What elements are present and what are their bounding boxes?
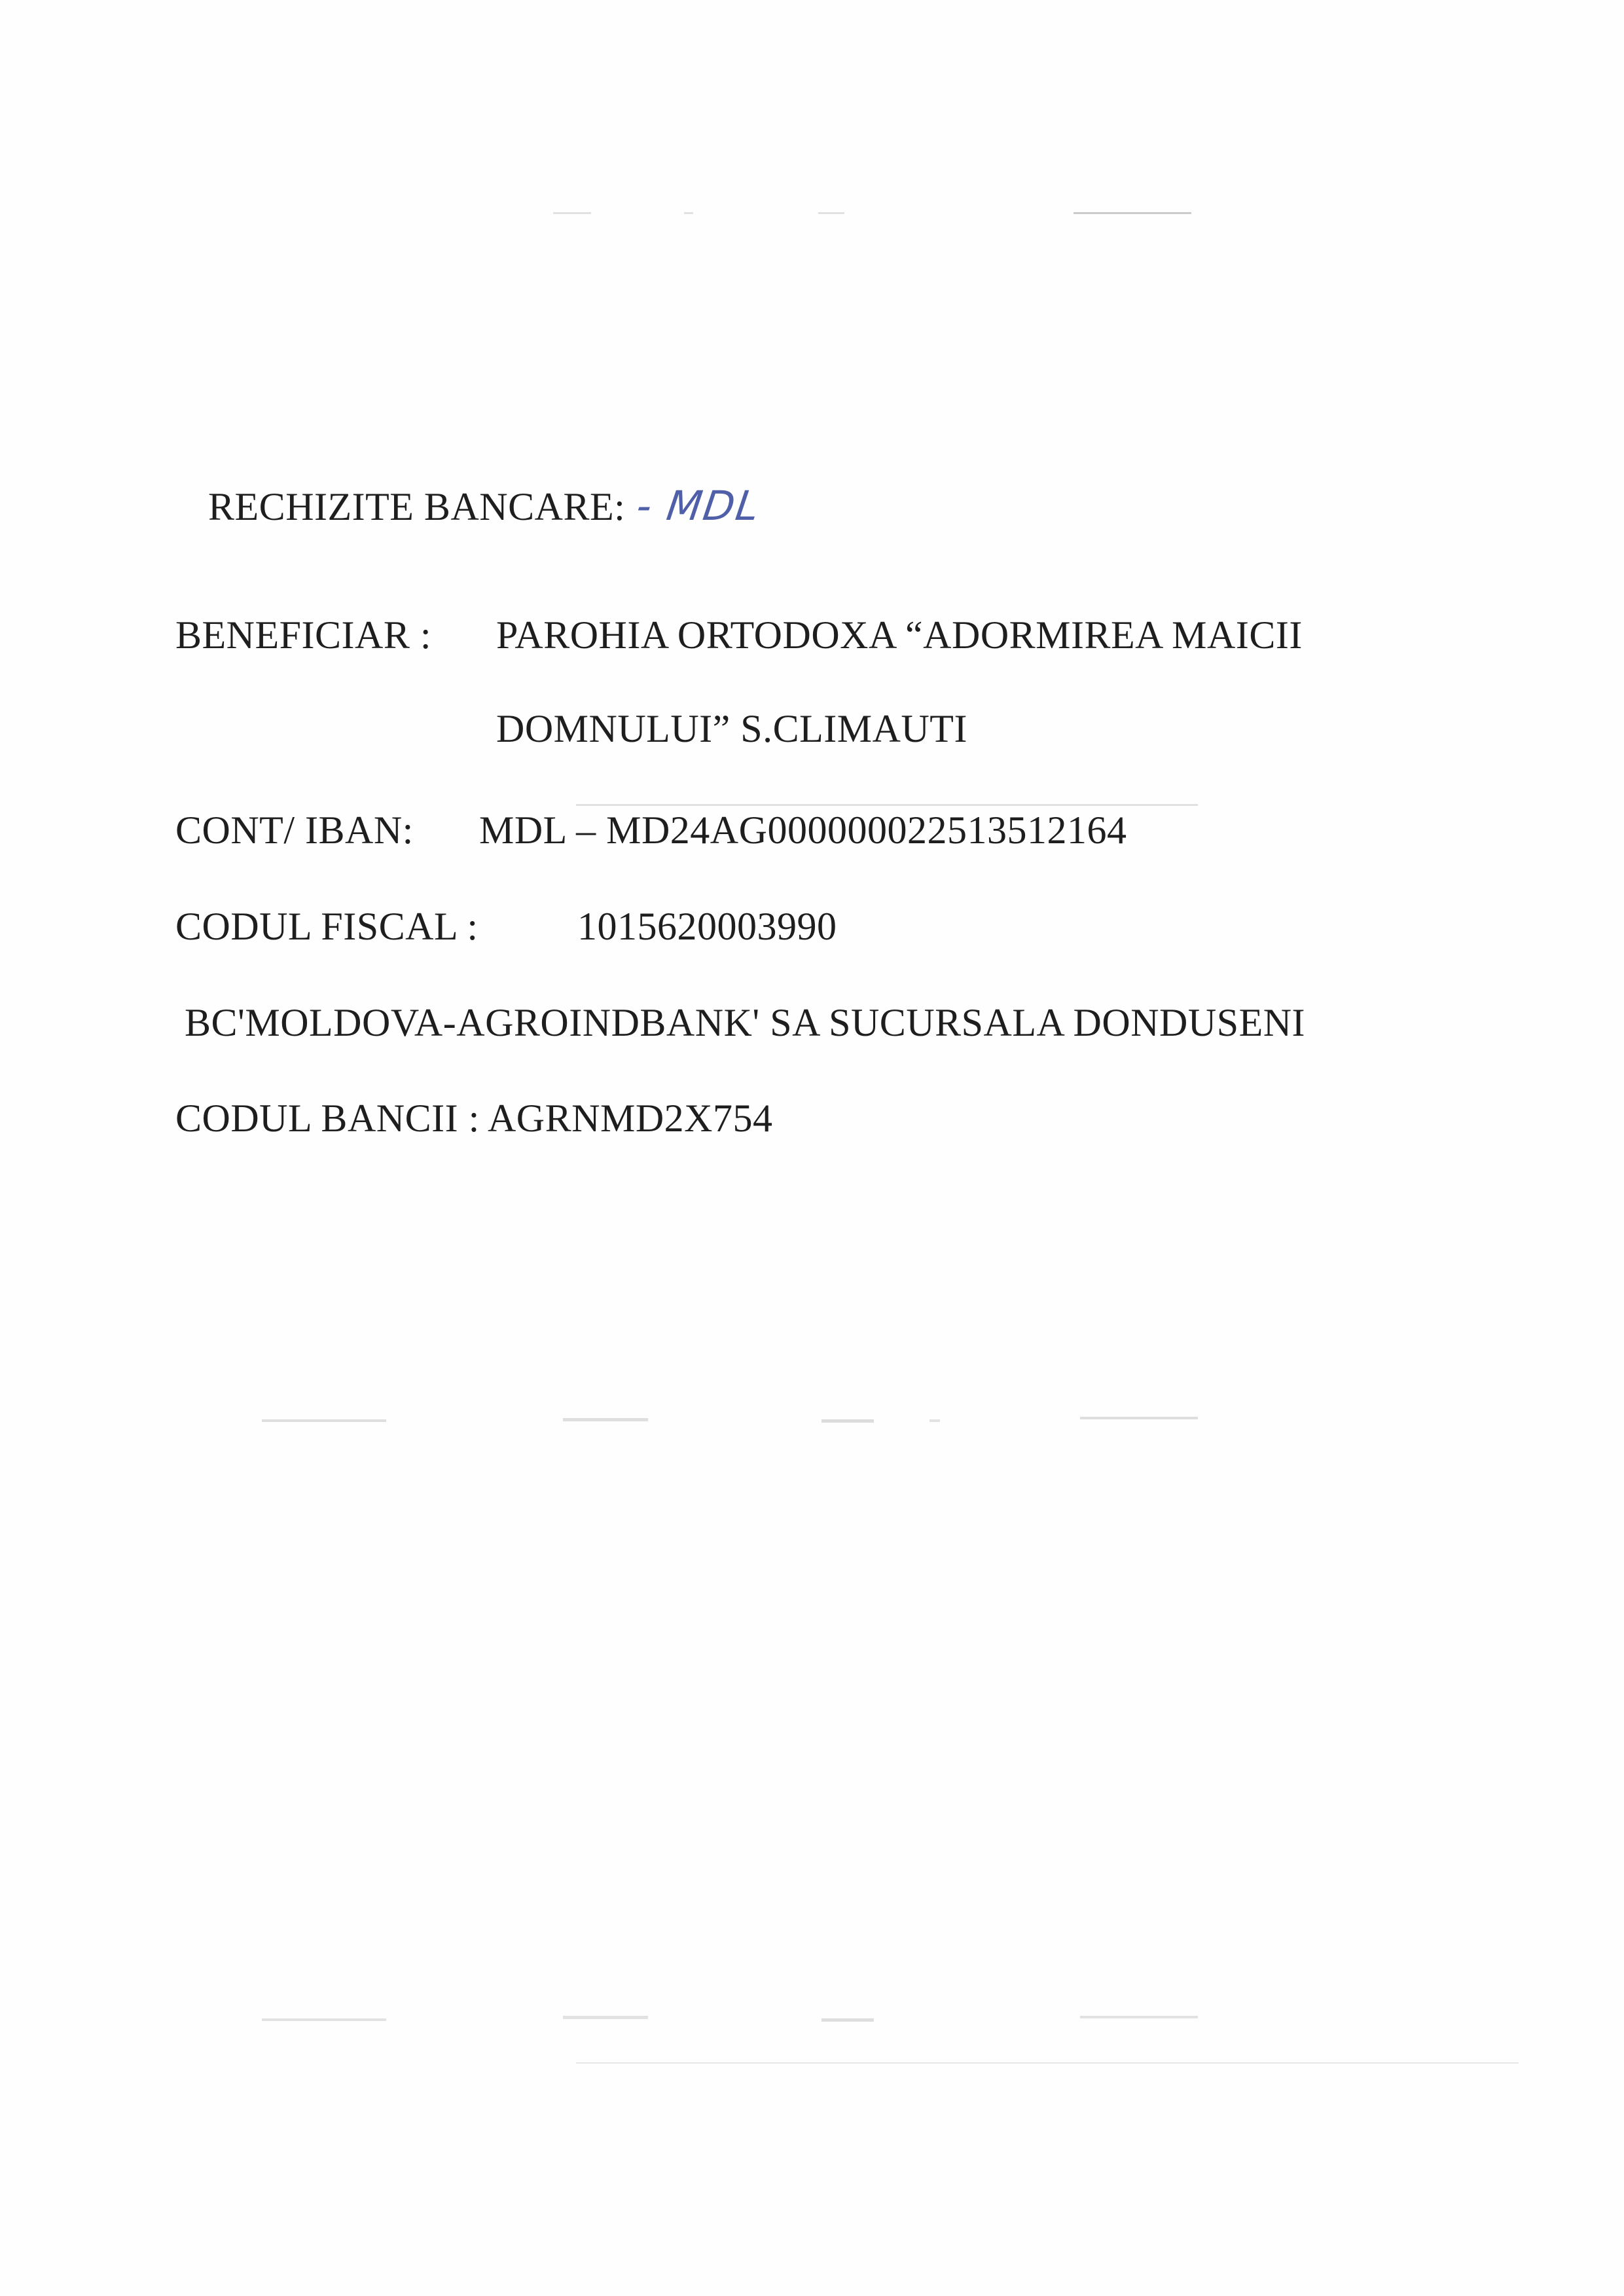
fiscal-code-line bbox=[175, 907, 478, 946]
bank-code-line bbox=[175, 1099, 773, 1138]
account-line bbox=[175, 811, 414, 850]
scan-artifact-middle bbox=[0, 1408, 1624, 1434]
heading-label: RECHIZITE BANCARE: bbox=[208, 485, 626, 528]
beneficiary-value-line1 bbox=[496, 615, 1303, 655]
scan-artifact-top bbox=[0, 203, 1624, 229]
heading-line bbox=[208, 482, 764, 530]
beneficiary-line bbox=[175, 615, 431, 655]
beneficiary-value-line2 bbox=[496, 709, 967, 748]
scan-shadow-line bbox=[576, 2062, 1519, 2064]
scan-artifact-iban bbox=[576, 804, 1198, 806]
iban-value: MDL – MD24AG000000022513512164 bbox=[479, 809, 1127, 852]
account-value-line bbox=[479, 811, 1127, 850]
fiscal-code-value: 1015620003990 bbox=[577, 905, 837, 948]
beneficiary-label: BENEFICIAR : bbox=[175, 613, 432, 657]
bank-name-line bbox=[185, 1003, 1305, 1042]
bank-code-value: AGRNMD2X754 bbox=[487, 1097, 773, 1140]
bank-code-label: CODUL BANCII : bbox=[175, 1097, 480, 1140]
beneficiary-value-1: PAROHIA ORTODOXA “ADORMIREA MAICII bbox=[496, 613, 1303, 657]
account-label: CONT/ IBAN: bbox=[175, 809, 414, 852]
beneficiary-value-2: DOMNULUI” S.CLIMAUTI bbox=[496, 707, 967, 750]
fiscal-code-label: CODUL FISCAL : bbox=[175, 905, 478, 948]
handwritten-currency-note: - MDL bbox=[634, 482, 764, 530]
fiscal-code-value-line bbox=[577, 907, 837, 946]
scan-artifact-bottom bbox=[0, 2007, 1624, 2033]
bank-name: BC'MOLDOVA-AGROINDBANK' SA SUCURSALA DONDUSENI bbox=[185, 1001, 1306, 1044]
